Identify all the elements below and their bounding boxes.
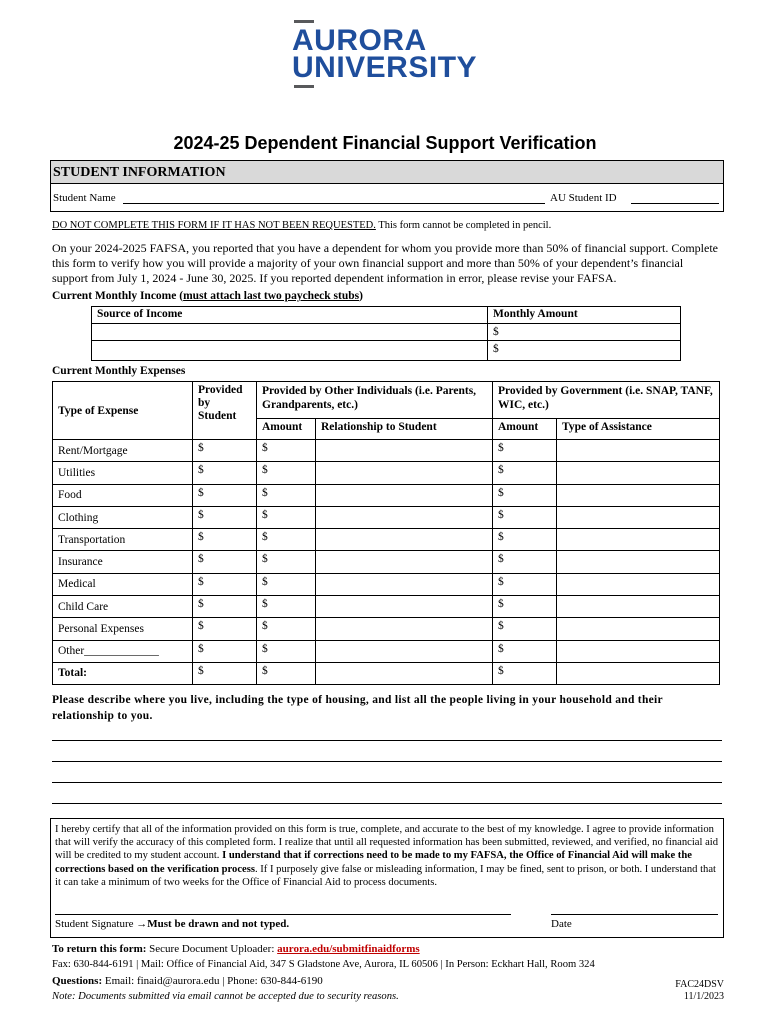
- expense-type: Personal Expenses: [53, 618, 193, 640]
- expense-type: Insurance: [53, 551, 193, 573]
- sub-col-amount: Amount: [257, 419, 316, 440]
- expense-row: [53, 506, 720, 528]
- others-amount-cell[interactable]: $: [257, 506, 316, 528]
- logo-line2: UNIVERSITY: [292, 51, 478, 84]
- student-amount-cell[interactable]: $: [193, 440, 257, 462]
- student-amount-cell[interactable]: $: [193, 640, 257, 662]
- col-type-of-expense: Type of Expense: [53, 382, 193, 440]
- footer-contact: Fax: 630-844-6191 | Mail: Office of Financial Aid, 347 S Gladstone Ave, Aurora, IL 60506 | In Person: Eckhart Hall, Room 324: [52, 959, 595, 970]
- others-amount-cell[interactable]: $: [257, 573, 316, 595]
- date-field[interactable]: [551, 914, 718, 915]
- expense-type: Medical: [53, 573, 193, 595]
- gov-amount-cell[interactable]: $: [493, 551, 557, 573]
- assistance-cell[interactable]: [557, 551, 720, 573]
- relationship-cell[interactable]: [316, 506, 493, 528]
- signature-note: →Must be drawn and not typed.: [136, 918, 290, 930]
- income-heading-note: must attach last two paycheck stubs: [183, 290, 360, 302]
- others-amount-cell[interactable]: $: [257, 484, 316, 506]
- certification-text-part2: . If I purposely give false or misleading information, I may be fined, sent to prison, or both. I understand that it can take a minimum of two weeks for the Office of Financial Aid to process documents.: [55, 863, 716, 888]
- assistance-cell[interactable]: [557, 573, 720, 595]
- others-amount-cell[interactable]: $: [257, 640, 316, 662]
- assistance-cell[interactable]: [557, 462, 720, 484]
- relationship-cell[interactable]: [316, 618, 493, 640]
- signature-field[interactable]: [55, 914, 511, 915]
- assistance-cell[interactable]: [557, 529, 720, 551]
- notice-line: [52, 220, 551, 231]
- expense-row: [53, 573, 720, 595]
- assistance-total-cell: [557, 662, 720, 684]
- assistance-cell[interactable]: [557, 440, 720, 462]
- certification-text-bold: I understand that if corrections need to be made to my FAFSA, the Office of Financial Aid will make the corrections based on the verification process: [55, 850, 692, 875]
- household-answer-line[interactable]: [52, 803, 722, 804]
- assistance-cell[interactable]: [557, 596, 720, 618]
- expense-type: Clothing: [53, 506, 193, 528]
- questions-text: Email: finaid@aurora.edu | Phone: 630-844-6190: [104, 975, 323, 987]
- others-amount-cell[interactable]: $: [257, 551, 316, 573]
- total-row: [53, 662, 720, 684]
- relationship-cell[interactable]: [316, 551, 493, 573]
- household-answer-line[interactable]: [52, 740, 722, 741]
- footer-note: Note: Documents submitted via email cannot be accepted due to security reasons.: [52, 991, 399, 1002]
- others-amount-cell[interactable]: $: [257, 440, 316, 462]
- expense-type[interactable]: Other_____________: [53, 640, 193, 662]
- logo-accent-bar-bottom: [294, 85, 314, 88]
- student-info-header: [50, 160, 724, 184]
- relationship-cell[interactable]: [316, 640, 493, 662]
- gov-amount-cell[interactable]: $: [493, 506, 557, 528]
- expense-row: [53, 440, 720, 462]
- pencil-notice: This form cannot be completed in pencil.: [378, 220, 552, 231]
- others-amount-cell[interactable]: $: [257, 529, 316, 551]
- income-source-cell[interactable]: [92, 341, 488, 361]
- expenses-table: [52, 381, 720, 685]
- expense-row: [53, 484, 720, 506]
- relationship-cell[interactable]: [316, 573, 493, 595]
- expense-row: [53, 462, 720, 484]
- income-table: [91, 306, 681, 361]
- sub-col-assistance: Type of Assistance: [557, 419, 720, 440]
- income-source-cell[interactable]: [92, 324, 488, 341]
- student-id-label: AU Student ID: [550, 192, 617, 204]
- gov-amount-cell[interactable]: $: [493, 440, 557, 462]
- household-prompt: Please describe where you live, including the type of housing, and list all the people living in your household and their relationship to you.: [52, 694, 663, 722]
- income-col-source: Source of Income: [92, 307, 488, 324]
- income-heading-text: Current Monthly Income: [52, 290, 177, 302]
- relationship-cell[interactable]: [316, 462, 493, 484]
- student-amount-cell[interactable]: $: [193, 529, 257, 551]
- household-answer-line[interactable]: [52, 761, 722, 762]
- student-amount-cell[interactable]: $: [193, 596, 257, 618]
- footer-return: [52, 943, 420, 955]
- col-provided-by-government: Provided by Government (i.e. SNAP, TANF, WIC, etc.): [493, 382, 720, 419]
- relationship-cell[interactable]: [316, 440, 493, 462]
- income-col-amount: Monthly Amount: [488, 307, 681, 324]
- income-amount-cell[interactable]: $: [488, 324, 681, 341]
- student-id-field[interactable]: [631, 203, 719, 204]
- expense-type: Utilities: [53, 462, 193, 484]
- student-amount-cell[interactable]: $: [193, 618, 257, 640]
- gov-total-cell[interactable]: $: [493, 662, 557, 684]
- others-amount-cell[interactable]: $: [257, 462, 316, 484]
- student-total-cell[interactable]: $: [193, 662, 257, 684]
- others-amount-cell[interactable]: $: [257, 596, 316, 618]
- assistance-cell[interactable]: [557, 484, 720, 506]
- form-date: 11/1/2023: [683, 991, 724, 1002]
- sub-col-gov-amount: Amount: [493, 419, 557, 440]
- expense-row: [53, 551, 720, 573]
- gov-amount-cell[interactable]: $: [493, 462, 557, 484]
- gov-amount-cell[interactable]: $: [493, 596, 557, 618]
- student-amount-cell[interactable]: $: [193, 462, 257, 484]
- signature-label: Student Signature: [55, 918, 134, 930]
- expense-row: [53, 640, 720, 662]
- gov-amount-cell[interactable]: $: [493, 618, 557, 640]
- student-amount-cell[interactable]: $: [193, 506, 257, 528]
- others-total-cell[interactable]: $: [257, 662, 316, 684]
- return-text: Secure Document Uploader:: [149, 943, 275, 955]
- student-info-heading: STUDENT INFORMATION: [53, 165, 226, 180]
- student-info-row: [50, 184, 724, 212]
- total-label: Total:: [53, 662, 193, 684]
- signature-caption: [55, 918, 289, 930]
- student-name-label: Student Name: [53, 192, 116, 204]
- relationship-cell[interactable]: [316, 484, 493, 506]
- page-title: 2024-25 Dependent Financial Support Verification: [173, 133, 597, 153]
- certification-text: [55, 823, 719, 889]
- expense-type: Transportation: [53, 529, 193, 551]
- return-label: To return this form:: [52, 943, 147, 955]
- logo-accent-bar-top: [294, 20, 314, 23]
- certification-box: [50, 818, 724, 938]
- col-provided-by-others: Provided by Other Individuals (i.e. Parents, Grandparents, etc.): [257, 382, 493, 419]
- student-name-field[interactable]: [123, 203, 545, 204]
- expense-type: Rent/Mortgage: [53, 440, 193, 462]
- relationship-cell[interactable]: [316, 529, 493, 551]
- expense-row: [53, 529, 720, 551]
- student-amount-cell[interactable]: $: [193, 551, 257, 573]
- expense-row: [53, 596, 720, 618]
- expense-type: Child Care: [53, 596, 193, 618]
- gov-amount-cell[interactable]: $: [493, 484, 557, 506]
- footer-questions: [52, 975, 323, 987]
- questions-label: Questions:: [52, 975, 103, 987]
- assistance-cell[interactable]: [557, 618, 720, 640]
- student-amount-cell[interactable]: $: [193, 573, 257, 595]
- gov-amount-cell[interactable]: $: [493, 529, 557, 551]
- expense-type: Food: [53, 484, 193, 506]
- assistance-cell[interactable]: [557, 640, 720, 662]
- certification-text-part1: I hereby certify that all of the information provided on this form is true, complete, and accurate to the best of my knowledge. I agree to provide information that will verify the accuracy of this completed form. I realize that until all requested information has been submitted, reviewed, and verified, no financial aid will be credited to my student account.: [55, 824, 719, 862]
- assistance-cell[interactable]: [557, 506, 720, 528]
- return-link[interactable]: aurora.edu/submitfinaidforms: [277, 943, 420, 955]
- gov-amount-cell[interactable]: $: [493, 640, 557, 662]
- date-label: Date: [551, 918, 572, 930]
- relationship-total-cell: [316, 662, 493, 684]
- income-heading: Current Monthly Income (must attach last two paycheck stubs): [52, 290, 363, 302]
- gov-amount-cell[interactable]: $: [493, 573, 557, 595]
- household-answer-line[interactable]: [52, 782, 722, 783]
- sub-col-relationship: Relationship to Student: [316, 419, 493, 440]
- expenses-heading: Current Monthly Expenses: [52, 365, 186, 377]
- do-not-complete-warning: DO NOT COMPLETE THIS FORM IF IT HAS NOT BEEN REQUESTED.: [52, 220, 376, 231]
- expense-row: [53, 618, 720, 640]
- form-code: FAC24DSV: [675, 979, 724, 990]
- logo-line1: AURORA: [292, 24, 427, 57]
- col-provided-by-student: Provided by Student: [193, 382, 257, 440]
- intro-paragraph: On your 2024-2025 FAFSA, you reported that you have a dependent for whom you provide more than 50% of financial support. Complete this form to verify how you will provide a majority of your own financial support and more than 50% of your dependent’s financial support from July 1, 2024 - June 30, 2025. If you reported dependent information in error, please revise your FAFSA.: [52, 241, 718, 285]
- student-amount-cell[interactable]: $: [193, 484, 257, 506]
- others-amount-cell[interactable]: $: [257, 618, 316, 640]
- relationship-cell[interactable]: [316, 596, 493, 618]
- income-amount-cell[interactable]: $: [488, 341, 681, 361]
